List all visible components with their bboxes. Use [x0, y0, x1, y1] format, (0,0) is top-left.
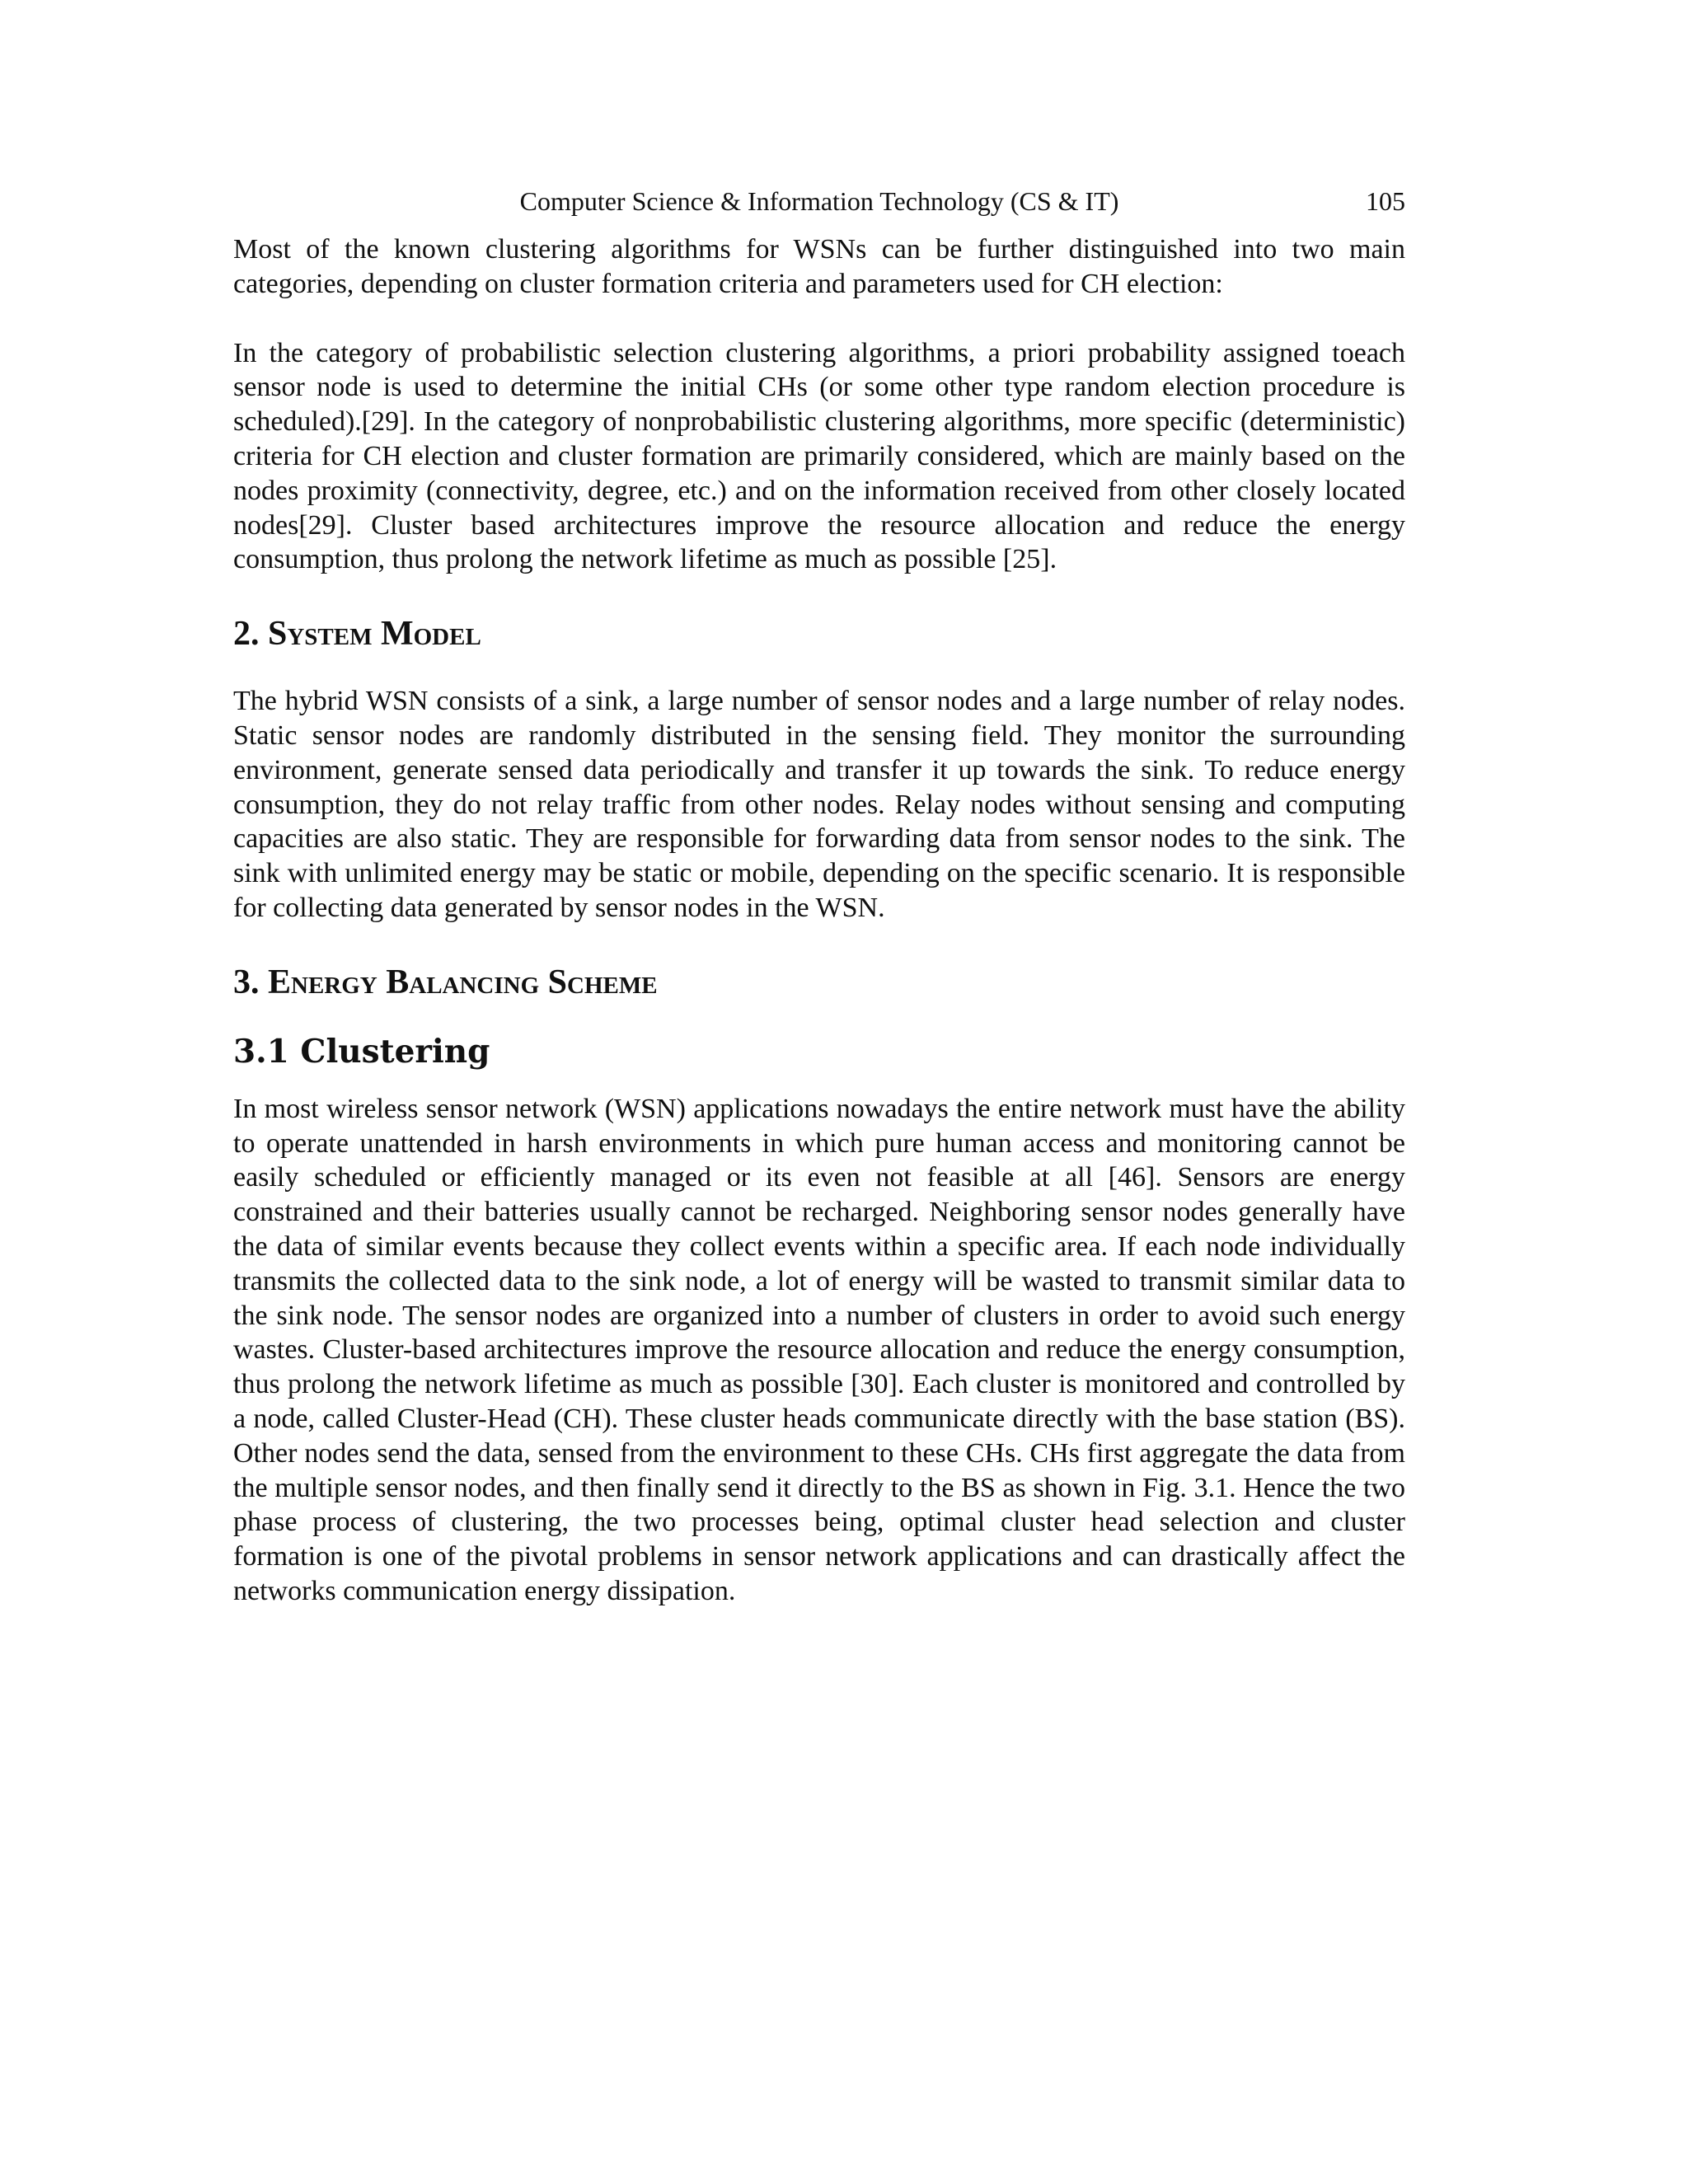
main-content — [233, 232, 1405, 1609]
running-header — [233, 185, 1405, 218]
system-model-paragraph: The hybrid WSN consists of a sink, a large number of sensor nodes and a large number of relay nodes. Static sensor nodes are randomly distributed in the sensing field. They monitor the surrounding environment, generate sensed data periodically and transfer it up towards the sink. To reduce energy consumption, they do not relay traffic from other nodes. Relay nodes without sensing and computing capacities are also static. They are responsible for forwarding data from sensor nodes to the sink. The sink with unlimited energy may be static or mobile, depending on the specific scenario. It is responsible for collecting data generated by sensor nodes in the WSN. — [233, 686, 1405, 923]
subsection-3-1-heading: 3.1 Clustering — [233, 1032, 490, 1071]
clustering-paragraph: In most wireless sensor network (WSN) applications nowadays the entire network must have the ability to operate unattended in harsh environments in which pure human access and monitoring cannot be easily scheduled or efficiently managed or its even not feasible at all [46]. Sensors are energy constrained and their batteries usually cannot be recharged. Neighboring sensor nodes generally have the data of similar events because they collect events within a specific area. If each node individually transmits the collected data to the sink node, a lot of energy will be wasted to transmit similar data to the sink node. The sensor nodes are organized into a number of clusters in order to avoid such energy wastes. Cluster-based architectures improve the resource allocation and reduce the energy consumption, thus prolong the network lifetime as much as possible [30]. Each cluster is monitored and controlled by a node, called Cluster-Head (CH). These cluster heads communicate directly with the base station (BS). Other nodes send the data, sensed from the environment to these CHs. CHs first aggregate the data from the multiple sensor nodes, and then finally send it directly to the BS as shown in Fig. 3.1. Hence the two phase process of clustering, the two processes being, optimal cluster head selection and cluster formation is one of the pivotal problems in sensor network applications and can drastically affect the networks communication energy dissipation. — [233, 1093, 1405, 1606]
section-2-heading: 2. System Model — [233, 615, 481, 654]
section-3-heading: 3. Energy Balancing Scheme — [233, 963, 658, 1001]
probabilistic-paragraph: In the category of probabilistic selection clustering algorithms, a priori probability assigned toeach sensor node is used to determine the initial CHs (or some other type random election procedure is scheduled).[29]. In the category of nonprobabilistic clustering algorithms, more specific (deterministic) criteria for CH election and cluster formation are primarily considered, which are mainly based on the nodes proximity (connectivity, degree, etc.) and on the information received from other closely located nodes[29]. Cluster based architectures improve the resource allocation and reduce the energy consumption, thus prolong the network lifetime as much as possible [25]. — [233, 337, 1405, 575]
intro-paragraph: Most of the known clustering algorithms for WSNs can be further distinguished into two main categories, depending on cluster formation criteria and parameters used for CH election: — [233, 234, 1405, 299]
journal-title: Computer Science & Information Technology (CS & IT) — [519, 186, 1119, 216]
page-number: 105 — [1366, 186, 1405, 216]
